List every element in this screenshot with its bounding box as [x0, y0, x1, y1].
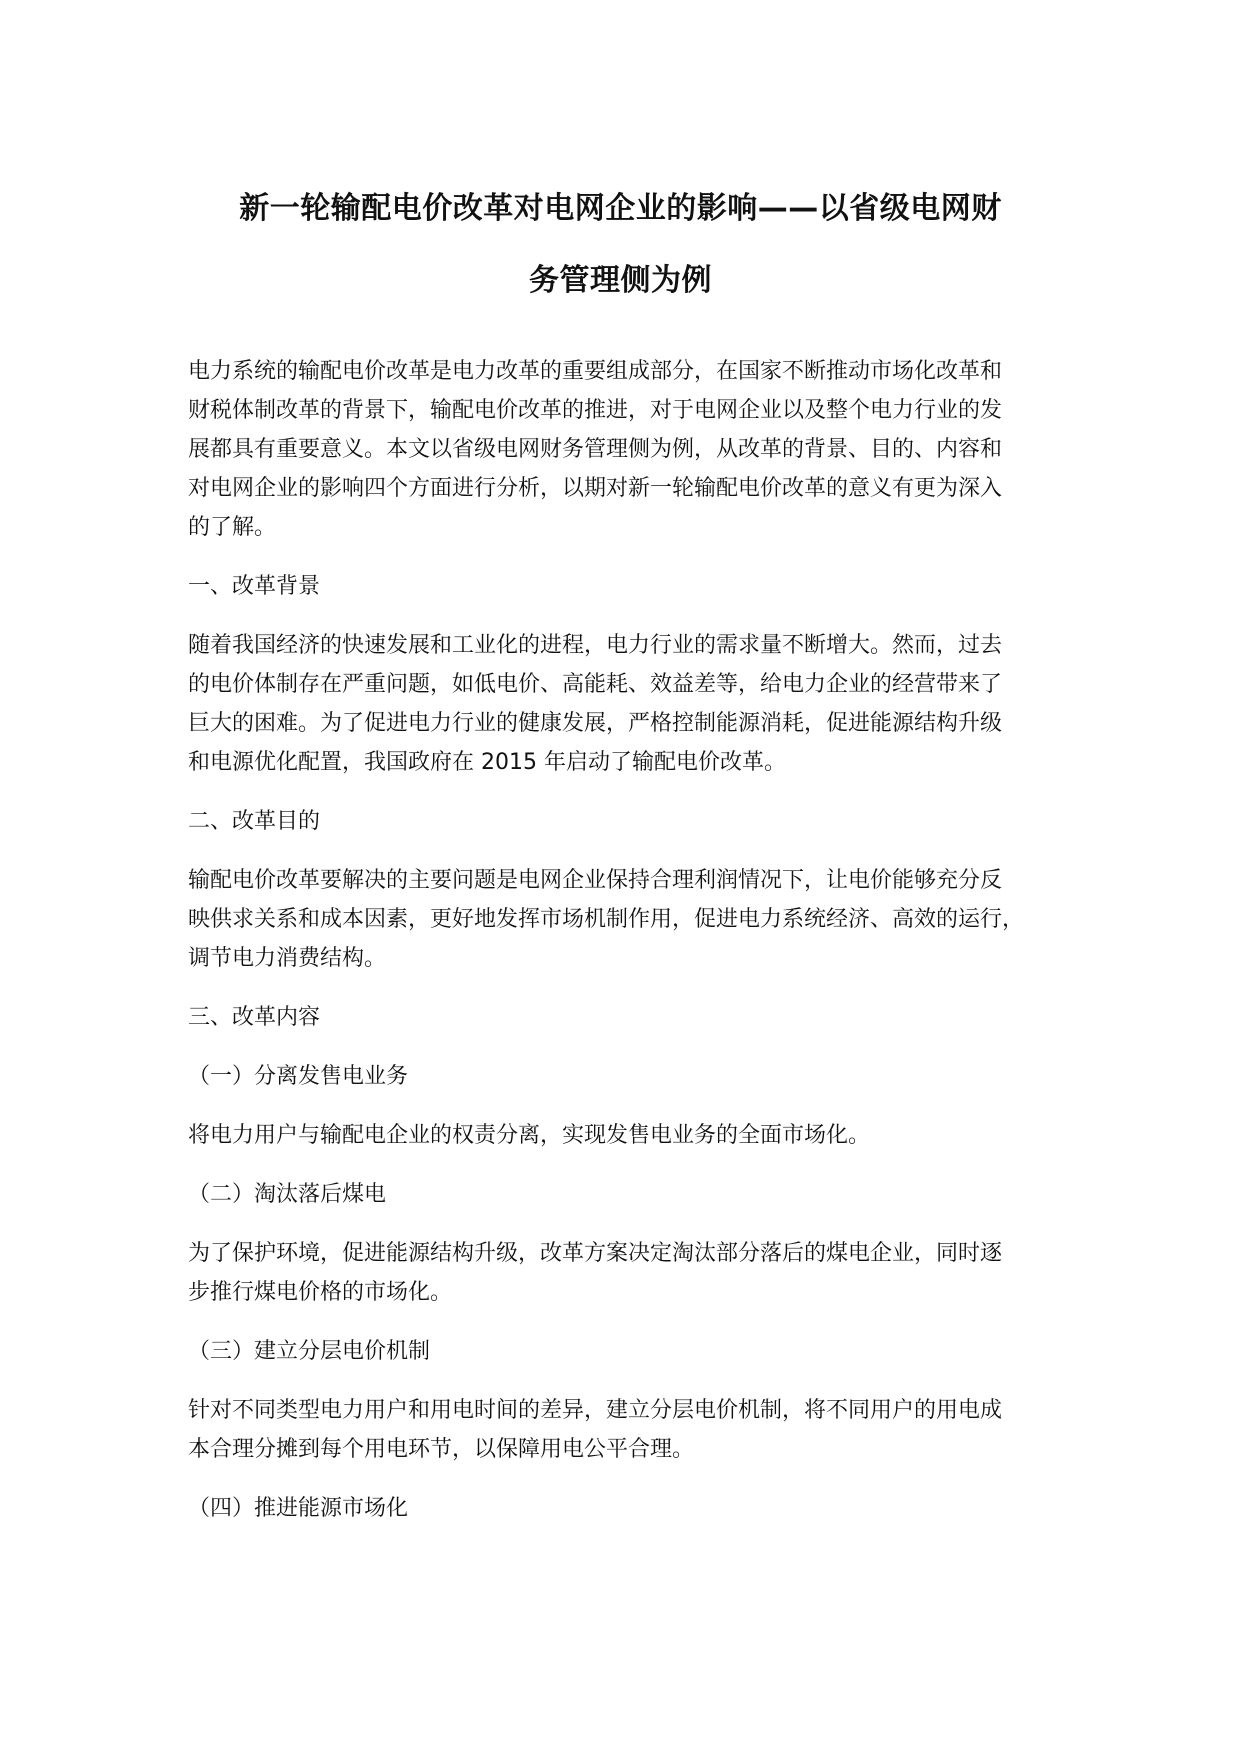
section-heading-content: 三、改革内容	[188, 1005, 321, 1030]
text-line: 本合理分摊到每个用电环节，以保障用电公平合理。	[188, 1437, 695, 1462]
subsection-heading-2: （二）淘汰落后煤电	[188, 1182, 387, 1207]
section-heading-purpose: 二、改革目的	[188, 809, 321, 834]
text-line: 展都具有重要意义。本文以省级电网财务管理侧为例，从改革的背景、目的、内容和	[188, 437, 1003, 462]
text-line: 将电力用户与输配电企业的权责分离，实现发售电业务的全面市场化。	[188, 1123, 871, 1148]
text-line: 的了解。	[188, 515, 277, 540]
document-title-line-2: 务管理侧为例	[529, 263, 712, 298]
section-background-paragraph	[188, 626, 1088, 782]
text-line: 和电源优化配置，我国政府在 2015 年启动了输配电价改革。	[188, 750, 786, 775]
subsection-2-paragraph	[188, 1234, 1088, 1312]
section-heading-background: 一、改革背景	[188, 574, 321, 599]
text-line: 随着我国经济的快速发展和工业化的进程，电力行业的需求量不断增大。然而，过去	[188, 633, 1003, 658]
subsection-heading-4: （四）推进能源市场化	[188, 1496, 409, 1521]
text-line: 针对不同类型电力用户和用电时间的差异，建立分层电价机制，将不同用户的用电成	[188, 1398, 1003, 1423]
text-line: 对电网企业的影响四个方面进行分析，以期对新一轮输配电价改革的意义有更为深入	[188, 476, 1003, 501]
text-line: 调节电力消费结构。	[188, 946, 387, 971]
text-line: 映供求关系和成本因素，更好地发挥市场机制作用，促进电力系统经济、高效的运行，	[188, 907, 1025, 932]
document-body	[188, 352, 1088, 1548]
section-purpose-paragraph	[188, 861, 1088, 978]
subsection-heading-1: （一）分离发售电业务	[188, 1064, 409, 1089]
subsection-heading-3: （三）建立分层电价机制	[188, 1339, 431, 1364]
text-line: 的电价体制存在严重问题，如低电价、高能耗、效益差等，给电力企业的经营带来了	[188, 672, 1003, 697]
text-line: 电力系统的输配电价改革是电力改革的重要组成部分，在国家不断推动市场化改革和	[188, 359, 1003, 384]
text-line: 为了保护环境，促进能源结构升级，改革方案决定淘汰部分落后的煤电企业，同时逐	[188, 1241, 1003, 1266]
subsection-1-paragraph	[188, 1116, 1088, 1155]
subsection-3-paragraph	[188, 1391, 1088, 1469]
text-line: 输配电价改革要解决的主要问题是电网企业保持合理利润情况下，让电价能够充分反	[188, 868, 1003, 893]
text-line: 步推行煤电价格的市场化。	[188, 1280, 453, 1305]
text-line: 财税体制改革的背景下，输配电价改革的推进，对于电网企业以及整个电力行业的发	[188, 398, 1003, 423]
document-title-line-1: 新一轮输配电价改革对电网企业的影响——以省级电网财	[239, 191, 1002, 226]
text-line: 巨大的困难。为了促进电力行业的健康发展，严格控制能源消耗，促进能源结构升级	[188, 711, 1003, 736]
intro-paragraph	[188, 352, 1088, 547]
